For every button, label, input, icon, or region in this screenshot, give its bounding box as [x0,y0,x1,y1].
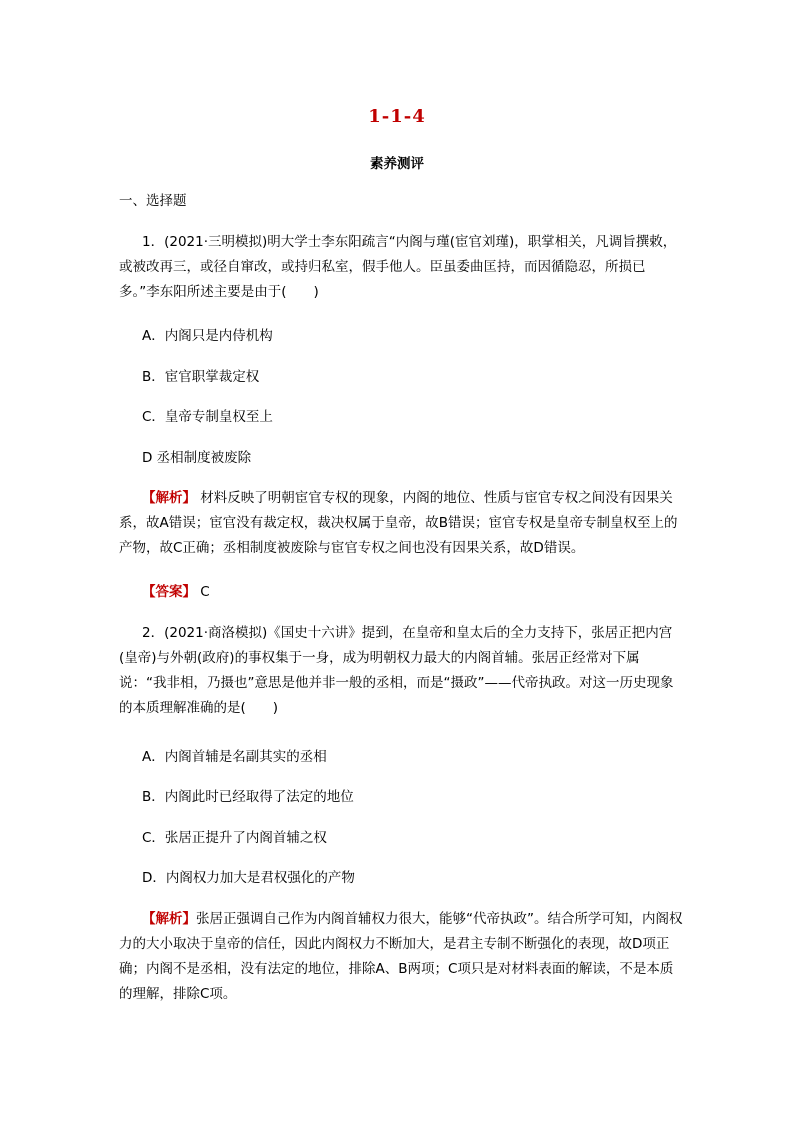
analysis-label: 【解析】 [142,490,196,506]
lesson-code: 1-1-4 [368,106,426,127]
answer-text: C [196,584,210,600]
question-2-stem: 2．(2021·商洛模拟)《国史十六讲》提到，在皇帝和皇太后的全力支持下，张居正把内宫(皇帝)与外朝(政府)的事权集于一身，成为明朝权力最大的内阁首辅。张居正经常对下属说：“我非相，乃摄也”意思是他并非一般的丞相，而是“摄政”——代帝执政。对这一历史现象的本质理解准确的是( ) [119,625,674,716]
question-1-stem: 1．(2021·三明模拟)明大学士李东阳疏言“内阁与瑾(宦官刘瑾)，职掌相关，凡调旨撰敕，或被改再三，或径自窜改，或持归私室，假手他人。臣虽委曲匡持，而因循隐忍，所损已多。”李东阳所述主要是由于( ) [119,234,677,300]
answer-label: 【答案】 [142,584,196,600]
question-1-option-d: D 丞相制度被废除 [142,450,252,466]
page-subtitle: 素养测评 [370,156,424,172]
analysis-text: 张居正强调自己作为内阁首辅权力很大，能够“代帝执政”。结合所学可知，内阁权力的大小取决于皇帝的信任，因此内阁权力不断加大，是君主专制不断强化的表现，故D项正确；内阁不是丞相，没有法定的地位，排除A、B两项；C项只是对材料表面的解读，不是本质的理解，排除C项。 [119,911,683,1002]
question-1-option-b: B．宦官职掌裁定权 [142,369,260,385]
analysis-text: 材料反映了明朝宦官专权的现象，内阁的地位、性质与宦官专权之间没有因果关系，故A错误；宦官没有裁定权，裁决权属于皇帝，故B错误；宦官专权是皇帝专制皇权至上的产物，故C正确；丞相制度被废除与宦官专权之间也没有因果关系，故D错误。 [119,490,678,556]
analysis-label: 【解析】 [142,911,196,927]
question-1-analysis [119,486,684,561]
question-2-analysis [119,907,684,1007]
question-1-answer [119,580,684,605]
question-2-option-a: A．内阁首辅是名副其实的丞相 [142,749,327,765]
question-2-option-c: C．张居正提升了内阁首辅之权 [142,830,327,846]
question-1-option-a: A．内阁只是内侍机构 [142,328,273,344]
question-2-option-d: D．内阁权力加大是君权强化的产物 [142,870,355,886]
question-1-option-c: C．皇帝专制皇权至上 [142,409,273,425]
question-2-option-b: B．内阁此时已经取得了法定的地位 [142,789,354,805]
section-title: 一、选择题 [119,193,187,209]
